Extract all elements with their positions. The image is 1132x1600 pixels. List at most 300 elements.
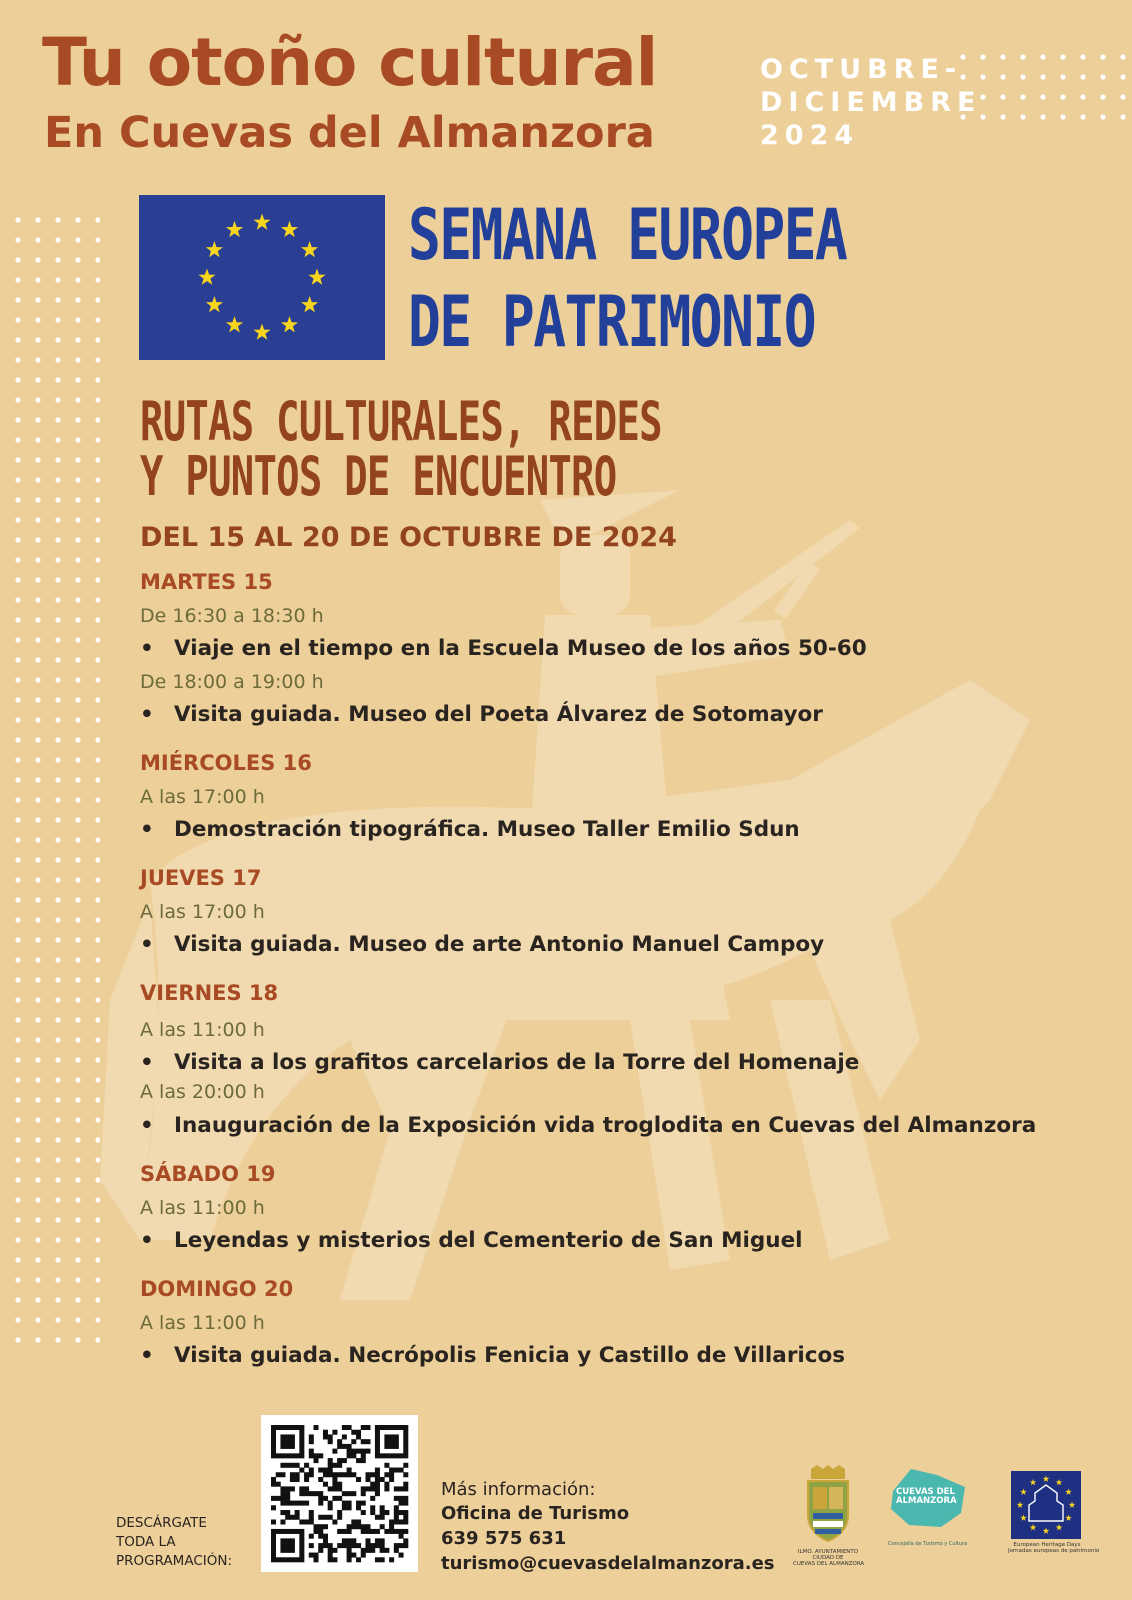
qr-module (285, 1425, 290, 1430)
qr-module (304, 1491, 309, 1496)
qr-module (380, 1557, 385, 1562)
qr-module (295, 1510, 300, 1515)
qr-module (337, 1472, 342, 1477)
qr-module (314, 1491, 319, 1496)
qr-module (299, 1543, 304, 1548)
qr-module (347, 1543, 352, 1548)
schedule-item (140, 1115, 1036, 1137)
phone-number[interactable]: 639 575 631 (441, 1528, 567, 1549)
day-heading-domingo: DOMINGO 20 (140, 1277, 294, 1301)
qr-module (365, 1439, 370, 1444)
qr-module (347, 1468, 352, 1473)
qr-module (285, 1444, 290, 1449)
ehd-caption-line1: European Heritage Days (1013, 1542, 1081, 1548)
qr-module (276, 1472, 281, 1477)
qr-module (271, 1477, 276, 1482)
qr-module (290, 1486, 295, 1491)
qr-module (309, 1519, 314, 1524)
qr-module (403, 1538, 408, 1543)
qr-module (314, 1425, 319, 1430)
time-label: A las 17:00 h (140, 901, 265, 923)
qr-module (328, 1548, 333, 1553)
eu-flag-image (139, 195, 385, 360)
qr-module (351, 1553, 356, 1558)
qr-module (290, 1425, 295, 1430)
qr-module (295, 1477, 300, 1482)
qr-module (361, 1458, 366, 1463)
dot-pattern-left (10, 212, 100, 1352)
schedule-item (140, 1230, 803, 1252)
qr-module (332, 1519, 337, 1524)
qr-module (299, 1444, 304, 1449)
qr-code[interactable] (261, 1415, 418, 1572)
qr-module (389, 1425, 394, 1430)
qr-module (394, 1444, 399, 1449)
qr-module (375, 1434, 380, 1439)
qr-module (290, 1515, 295, 1520)
qr-module (351, 1538, 356, 1543)
qr-module (271, 1482, 276, 1487)
qr-module (399, 1529, 404, 1534)
qr-module (351, 1439, 356, 1444)
qr-module (347, 1529, 352, 1534)
qr-module (399, 1496, 404, 1501)
qr-module (328, 1472, 333, 1477)
qr-module (365, 1472, 370, 1477)
qr-module (394, 1468, 399, 1473)
eu-star-icon (226, 316, 243, 332)
qr-module (399, 1543, 404, 1548)
qr-module (318, 1543, 323, 1548)
qr-module (342, 1491, 347, 1496)
ehd-caption (1008, 1542, 1100, 1555)
qr-module (403, 1515, 408, 1520)
qr-module (394, 1505, 399, 1510)
qr-module (295, 1501, 300, 1506)
qr-module (280, 1425, 285, 1430)
more-info-label: Más información: (441, 1479, 596, 1500)
qr-module (351, 1543, 356, 1548)
qr-module (318, 1491, 323, 1496)
download-label-line1: DESCÁRGATE (116, 1515, 207, 1531)
qr-module (342, 1501, 347, 1506)
qr-module (332, 1449, 337, 1454)
qr-module (337, 1463, 342, 1468)
qr-module (403, 1434, 408, 1439)
time-label: De 18:00 a 19:00 h (140, 671, 324, 693)
qr-module (375, 1453, 380, 1458)
qr-module (271, 1434, 276, 1439)
qr-module (271, 1425, 276, 1430)
qr-module (276, 1425, 281, 1430)
qr-module (384, 1434, 389, 1439)
qr-module (276, 1557, 281, 1562)
qr-module (403, 1519, 408, 1524)
qr-module (384, 1439, 389, 1444)
qr-module (389, 1439, 394, 1444)
qr-module (394, 1529, 399, 1534)
qr-module (285, 1463, 290, 1468)
qr-module (285, 1491, 290, 1496)
ehd-caption-line2: Jornadas europeas de patrimonio (1008, 1548, 1100, 1555)
qr-module (403, 1439, 408, 1444)
qr-module (328, 1468, 333, 1473)
qr-module (399, 1510, 404, 1515)
bullet-icon: • (140, 817, 154, 842)
email-link[interactable]: turismo@cuevasdelalmanzora.es (441, 1553, 775, 1574)
qr-module (318, 1529, 323, 1534)
qr-module (403, 1444, 408, 1449)
qr-module (318, 1468, 323, 1473)
qr-module (304, 1472, 309, 1477)
qr-module (347, 1501, 352, 1506)
qr-module (403, 1543, 408, 1548)
qr-module (285, 1515, 290, 1520)
qr-module (280, 1434, 285, 1439)
qr-module (309, 1449, 314, 1454)
schedule-item (140, 704, 823, 726)
schedule-item (140, 819, 800, 841)
qr-module (389, 1519, 394, 1524)
qr-module (351, 1519, 356, 1524)
qr-module (323, 1482, 328, 1487)
qr-module (347, 1453, 352, 1458)
day-heading-jueves: JUEVES 17 (140, 866, 262, 890)
qr-module (365, 1538, 370, 1543)
qr-module (290, 1453, 295, 1458)
qr-module (399, 1486, 404, 1491)
time-label: De 16:30 a 18:30 h (140, 605, 324, 627)
qr-module (285, 1434, 290, 1439)
town-hall-caption-line2: CIUDAD DE (812, 1555, 844, 1562)
qr-module (356, 1505, 361, 1510)
qr-module (356, 1501, 361, 1506)
qr-module (394, 1486, 399, 1491)
qr-module (276, 1496, 281, 1501)
schedule-item (140, 638, 867, 660)
qr-module (280, 1486, 285, 1491)
qr-module (271, 1449, 276, 1454)
qr-module (370, 1543, 375, 1548)
qr-module (389, 1444, 394, 1449)
qr-module (399, 1453, 404, 1458)
qr-module (342, 1505, 347, 1510)
qr-module (399, 1519, 404, 1524)
qr-module (332, 1482, 337, 1487)
qr-module (309, 1534, 314, 1539)
qr-module (347, 1524, 352, 1529)
qr-module (304, 1486, 309, 1491)
qr-module (280, 1519, 285, 1524)
qr-module (332, 1486, 337, 1491)
qr-module (375, 1515, 380, 1520)
qr-module (285, 1557, 290, 1562)
qr-module (394, 1453, 399, 1458)
qr-module (290, 1444, 295, 1449)
download-label-line2: TODA LA (116, 1534, 176, 1550)
bullet-icon: • (140, 932, 154, 957)
qr-module (290, 1543, 295, 1548)
qr-module (271, 1548, 276, 1553)
schedule-item-text: Leyendas y misterios del Cementerio de San Miguel (174, 1228, 803, 1253)
bullet-icon: • (140, 702, 154, 727)
qr-module (271, 1439, 276, 1444)
qr-module (342, 1472, 347, 1477)
qr-module (290, 1538, 295, 1543)
qr-module (323, 1543, 328, 1548)
qr-module (375, 1472, 380, 1477)
qr-module (299, 1486, 304, 1491)
qr-module (276, 1482, 281, 1487)
qr-module (285, 1486, 290, 1491)
qr-module (337, 1486, 342, 1491)
qr-module (342, 1444, 347, 1449)
qr-module (380, 1524, 385, 1529)
qr-module (389, 1529, 394, 1534)
qr-module (375, 1491, 380, 1496)
qr-module (351, 1449, 356, 1454)
qr-module (365, 1543, 370, 1548)
qr-module (389, 1472, 394, 1477)
qr-module (337, 1482, 342, 1487)
qr-module (375, 1439, 380, 1444)
schedule-item-text: Visita a los grafitos carcelarios de la Torre del Homenaje (174, 1050, 860, 1075)
qr-module (365, 1524, 370, 1529)
qr-module (375, 1444, 380, 1449)
qr-module (299, 1529, 304, 1534)
qr-module (271, 1430, 276, 1435)
qr-module (351, 1430, 356, 1435)
qr-module (332, 1463, 337, 1468)
schedule-item (140, 1052, 859, 1074)
qr-module (365, 1477, 370, 1482)
qr-module (280, 1548, 285, 1553)
qr-module (271, 1543, 276, 1548)
eu-star-icon (206, 241, 223, 257)
qr-module (314, 1524, 319, 1529)
qr-module (271, 1529, 276, 1534)
qr-module (365, 1529, 370, 1534)
qr-module (337, 1496, 342, 1501)
qr-module (285, 1496, 290, 1501)
qr-module (299, 1434, 304, 1439)
qr-module (351, 1491, 356, 1496)
qr-module (309, 1439, 314, 1444)
qr-module (380, 1453, 385, 1458)
qr-module (309, 1543, 314, 1548)
qr-module (295, 1453, 300, 1458)
qr-module (361, 1548, 366, 1553)
bullet-icon: • (140, 636, 154, 661)
qr-module (380, 1425, 385, 1430)
qr-module (280, 1538, 285, 1543)
download-label-line3: PROGRAMACIÓN: (116, 1553, 233, 1569)
qr-module (347, 1425, 352, 1430)
qr-module (290, 1548, 295, 1553)
qr-module (328, 1458, 333, 1463)
qr-module (280, 1439, 285, 1444)
qr-module (394, 1434, 399, 1439)
season-dates-year: 2024 (760, 120, 860, 151)
qr-module (347, 1444, 352, 1449)
qr-module (394, 1510, 399, 1515)
qr-module (384, 1444, 389, 1449)
qr-module (375, 1538, 380, 1543)
qr-module (309, 1468, 314, 1473)
qr-module (384, 1529, 389, 1534)
qr-module (304, 1477, 309, 1482)
qr-module (295, 1425, 300, 1430)
qr-module (280, 1543, 285, 1548)
qr-module (394, 1496, 399, 1501)
qr-module (309, 1472, 314, 1477)
qr-module (370, 1529, 375, 1534)
qr-module (361, 1491, 366, 1496)
qr-module (299, 1501, 304, 1506)
qr-module (271, 1444, 276, 1449)
qr-module (318, 1515, 323, 1520)
qr-module (280, 1444, 285, 1449)
qr-module (342, 1434, 347, 1439)
qr-module (332, 1496, 337, 1501)
european-heritage-days-logo (1011, 1471, 1081, 1539)
qr-module (361, 1510, 366, 1515)
qr-module (384, 1510, 389, 1515)
qr-module (328, 1486, 333, 1491)
qr-module (370, 1548, 375, 1553)
qr-module (399, 1501, 404, 1506)
qr-module (356, 1434, 361, 1439)
qr-module (299, 1491, 304, 1496)
qr-module (285, 1510, 290, 1515)
qr-module (384, 1425, 389, 1430)
eu-star-icon (253, 214, 270, 230)
qr-module (314, 1453, 319, 1458)
qr-module (318, 1524, 323, 1529)
qr-module (323, 1515, 328, 1520)
qr-module (384, 1548, 389, 1553)
qr-module (337, 1458, 342, 1463)
schedule-item-text: Viaje en el tiempo en la Escuela Museo de los años 50-60 (174, 636, 867, 661)
qr-module (337, 1439, 342, 1444)
qr-module (375, 1425, 380, 1430)
schedule-item (140, 1345, 845, 1367)
qr-module (394, 1439, 399, 1444)
qr-module (342, 1529, 347, 1534)
qr-module (375, 1543, 380, 1548)
schedule-item-text: Visita guiada. Museo de arte Antonio Manuel Campoy (174, 932, 825, 957)
eu-star-icon (308, 269, 325, 285)
qr-module (323, 1468, 328, 1473)
cuevas-logo-caption: Concejalía de Turismo y Cultura (888, 1541, 968, 1547)
qr-module (380, 1515, 385, 1520)
qr-module (323, 1434, 328, 1439)
schedule-item-text: Visita guiada. Museo del Poeta Álvarez de Sotomayor (174, 702, 823, 727)
qr-module (384, 1472, 389, 1477)
qr-module (337, 1515, 342, 1520)
event-subtitle-line2: Y PUNTOS DE ENCUENTRO (140, 445, 617, 508)
bullet-icon: • (140, 1113, 154, 1138)
qr-module (332, 1557, 337, 1562)
qr-module (285, 1501, 290, 1506)
qr-module (280, 1501, 285, 1506)
qr-module (280, 1491, 285, 1496)
qr-module (403, 1510, 408, 1515)
eu-star-icon (301, 296, 318, 312)
qr-module (361, 1439, 366, 1444)
qr-module (299, 1538, 304, 1543)
coat-of-arms-icon (803, 1465, 853, 1545)
qr-module (337, 1529, 342, 1534)
time-label: A las 11:00 h (140, 1197, 265, 1219)
qr-module (290, 1472, 295, 1477)
qr-module (318, 1548, 323, 1553)
qr-module (370, 1510, 375, 1515)
qr-module (328, 1515, 333, 1520)
qr-module (328, 1505, 333, 1510)
qr-module (375, 1529, 380, 1534)
schedule-item-text: Inauguración de la Exposición vida troglodita en Cuevas del Almanzora (174, 1113, 1037, 1138)
time-label: A las 11:00 h (140, 1019, 265, 1041)
qr-module (337, 1444, 342, 1449)
qr-module (356, 1519, 361, 1524)
qr-module (318, 1496, 323, 1501)
qr-module (356, 1557, 361, 1562)
qr-module (394, 1425, 399, 1430)
qr-module (389, 1453, 394, 1458)
qr-module (380, 1510, 385, 1515)
qr-module (389, 1434, 394, 1439)
qr-module (328, 1434, 333, 1439)
town-hall-caption (793, 1549, 863, 1567)
qr-module (299, 1439, 304, 1444)
qr-module (375, 1430, 380, 1435)
qr-module (403, 1453, 408, 1458)
qr-module (332, 1477, 337, 1482)
qr-module (285, 1548, 290, 1553)
qr-module (403, 1472, 408, 1477)
qr-module (290, 1501, 295, 1506)
qr-module (328, 1439, 333, 1444)
qr-module (309, 1453, 314, 1458)
qr-module (380, 1548, 385, 1553)
qr-module (295, 1529, 300, 1534)
qr-module (361, 1425, 366, 1430)
cuevas-logo-text (896, 1488, 957, 1506)
qr-module (299, 1453, 304, 1458)
qr-module (318, 1534, 323, 1539)
qr-module (323, 1524, 328, 1529)
qr-module (290, 1529, 295, 1534)
qr-module (370, 1482, 375, 1487)
qr-module (399, 1425, 404, 1430)
qr-module (290, 1439, 295, 1444)
qr-module (384, 1463, 389, 1468)
qr-module (309, 1491, 314, 1496)
eu-stars-icon (139, 195, 385, 360)
qr-module (285, 1543, 290, 1548)
qr-module (403, 1430, 408, 1435)
qr-module (356, 1430, 361, 1435)
eu-star-icon (206, 296, 223, 312)
qr-module (399, 1534, 404, 1539)
qr-module (403, 1486, 408, 1491)
qr-module (271, 1496, 276, 1501)
page-subtitle: En Cuevas del Almanzora (44, 108, 655, 158)
qr-module (299, 1449, 304, 1454)
qr-module (365, 1486, 370, 1491)
qr-module (328, 1553, 333, 1558)
